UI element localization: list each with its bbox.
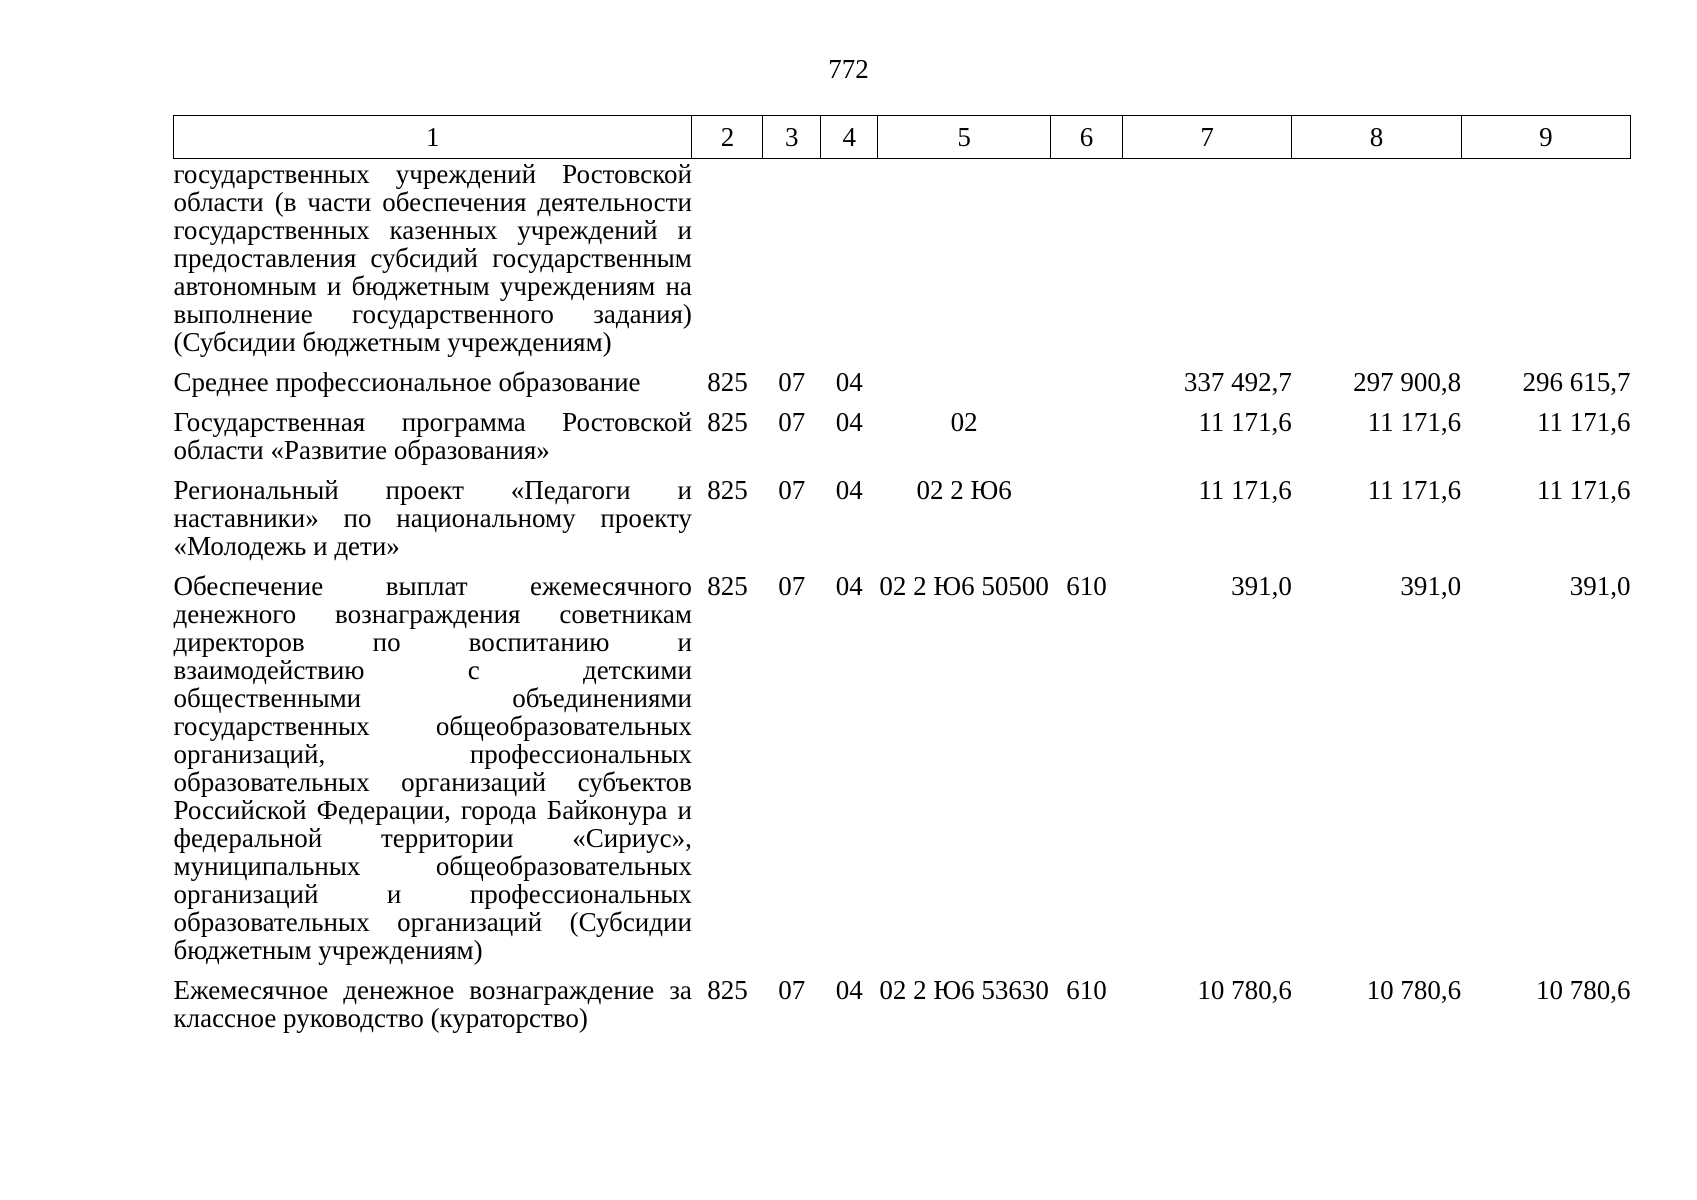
amount-year-3: 11 171,6 <box>1537 407 1631 437</box>
row-name: Региональный проект «Педагоги и наставники» по национальному проекту «Молодежь и дети» <box>173 475 692 561</box>
amount-year-3: 10 780,6 <box>1536 975 1631 1005</box>
amount-year-2: 391,0 <box>1400 571 1462 601</box>
subsection-code <box>820 159 877 369</box>
table-row <box>174 408 1631 476</box>
amount-year-1 <box>1123 159 1292 369</box>
amount-year-1: 337 492,7 <box>1183 367 1292 397</box>
column-header: 5 <box>878 116 1050 159</box>
section-code: 07 <box>778 407 806 437</box>
subsection-code: 04 <box>835 571 863 601</box>
section-code <box>763 159 820 369</box>
amount-year-2: 11 171,6 <box>1367 475 1462 505</box>
expense-type-code <box>1050 159 1122 369</box>
table-row <box>174 476 1631 572</box>
ved-code: 825 <box>707 475 748 505</box>
row-name: Среднее профессиональное образование <box>173 367 641 397</box>
column-header: 6 <box>1050 116 1122 159</box>
section-code: 07 <box>778 475 806 505</box>
amount-year-3 <box>1461 159 1630 369</box>
amount-year-3: 296 615,7 <box>1522 367 1631 397</box>
amount-year-1: 10 780,6 <box>1197 975 1292 1005</box>
column-header: 8 <box>1292 116 1461 159</box>
ved-code: 825 <box>707 571 748 601</box>
column-header: 2 <box>692 116 763 159</box>
amount-year-3: 391,0 <box>1569 571 1631 601</box>
column-header: 3 <box>763 116 820 159</box>
ved-code: 825 <box>707 407 748 437</box>
section-code: 07 <box>778 975 806 1005</box>
table-row <box>174 368 1631 408</box>
ved-code <box>692 159 763 369</box>
ved-code: 825 <box>707 975 748 1005</box>
target-article-code: 02 2 Ю6 <box>916 475 1012 505</box>
subsection-code: 04 <box>835 407 863 437</box>
expense-type-code: 610 <box>1066 571 1107 601</box>
amount-year-1: 391,0 <box>1231 571 1292 601</box>
row-name: государственных учреждений Ростовской области (в части обеспечения деятельности государственных казенных учреждений и предоставления субсидий государственным автономным и бюджетным учреждениям на выполнение государственного задания) (Субсидии бюджетным учреждениям) <box>173 159 692 357</box>
page-number: 772 <box>828 54 869 84</box>
row-name: Обеспечение выплат ежемесячного денежного вознаграждения советникам директоров по воспитанию и взаимодействию с детскими общественными объединениями государственных общеобразовательных организаций, профессиональных образовательных организаций субъектов Российской Федерации, города Байконура и федеральной территории «Сириус», муниципальных общеобразовательных организаций и профессиональных образовательных организаций (Субсидии бюджетным учреждениям) <box>173 571 692 965</box>
target-article-code: 02 2 Ю6 50500 <box>879 571 1049 601</box>
row-name: Ежемесячное денежное вознаграждение за классное руководство (кураторство) <box>173 975 692 1033</box>
table-row <box>174 572 1631 976</box>
subsection-code: 04 <box>835 475 863 505</box>
amount-year-2: 10 780,6 <box>1366 975 1462 1005</box>
amount-year-1: 11 171,6 <box>1198 407 1292 437</box>
subsection-code: 04 <box>835 975 863 1005</box>
row-name: Государственная программа Ростовской области «Развитие образования» <box>173 407 692 465</box>
table-row <box>174 976 1631 1044</box>
amount-year-2: 297 900,8 <box>1353 367 1462 397</box>
amount-year-2 <box>1292 159 1461 369</box>
target-article-code: 02 2 Ю6 53630 <box>879 975 1049 1005</box>
budget-table <box>173 115 1631 1044</box>
expense-type-code <box>1050 476 1122 572</box>
target-article-code: 02 <box>950 407 978 437</box>
column-header: 4 <box>820 116 877 159</box>
amount-year-3: 11 171,6 <box>1537 475 1631 505</box>
expense-type-code <box>1050 408 1122 476</box>
column-header: 9 <box>1461 116 1630 159</box>
amount-year-1: 11 171,6 <box>1198 475 1292 505</box>
expense-type-code: 610 <box>1066 975 1107 1005</box>
column-header: 7 <box>1123 116 1292 159</box>
column-header: 1 <box>174 116 692 159</box>
amount-year-2: 11 171,6 <box>1367 407 1462 437</box>
section-code: 07 <box>778 571 806 601</box>
expense-type-code <box>1050 368 1122 408</box>
section-code: 07 <box>778 367 806 397</box>
target-article-code <box>878 159 1050 369</box>
ved-code: 825 <box>707 367 748 397</box>
header-row <box>174 116 1631 159</box>
table-row <box>174 159 1631 369</box>
target-article-code <box>878 368 1050 408</box>
subsection-code: 04 <box>835 367 863 397</box>
